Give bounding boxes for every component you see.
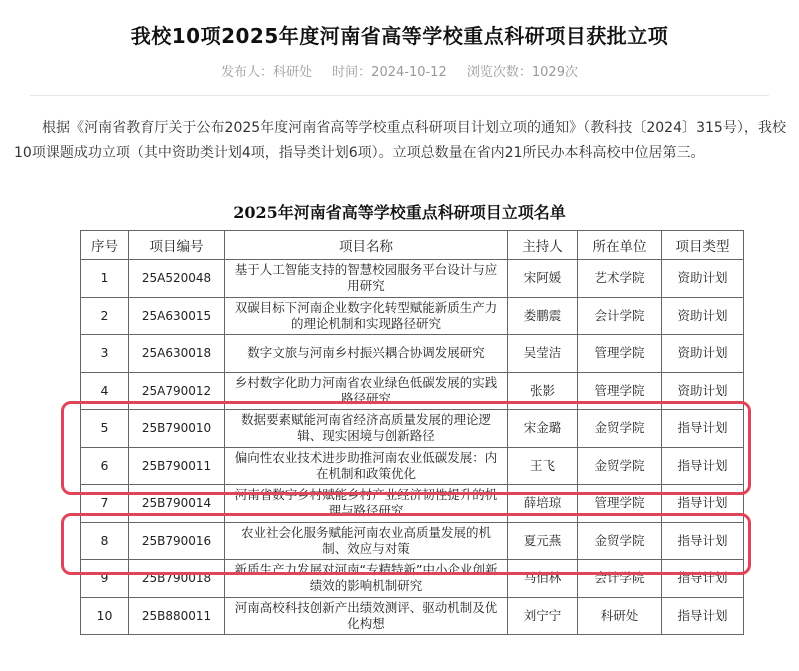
project-type: 资助计划 bbox=[662, 372, 744, 410]
header-cell: 项目类型 bbox=[662, 231, 744, 260]
project-code: 25B790010 bbox=[129, 410, 225, 448]
project-unit: 艺术学院 bbox=[578, 260, 662, 298]
table-header-row bbox=[81, 231, 744, 260]
project-code: 25A630018 bbox=[129, 335, 225, 373]
row-index: 2 bbox=[81, 297, 129, 335]
project-type: 指导计划 bbox=[662, 560, 744, 598]
row-index: 8 bbox=[81, 522, 129, 560]
table-row bbox=[81, 485, 744, 523]
project-unit: 会计学院 bbox=[578, 560, 662, 598]
project-leader: 娄鹏震 bbox=[508, 297, 578, 335]
table-row bbox=[81, 447, 744, 485]
row-index: 4 bbox=[81, 372, 129, 410]
publisher-label: 发布人：科研处 bbox=[221, 65, 313, 80]
project-leader: 王飞 bbox=[508, 447, 578, 485]
project-leader: 薛培琼 bbox=[508, 485, 578, 523]
project-name: 偏向性农业技术进步助推河南农业低碳发展：内在机制和政策优化 bbox=[225, 447, 508, 485]
publish-time: 时间：2024-10-12 bbox=[332, 65, 447, 80]
table-row bbox=[81, 597, 744, 635]
project-code: 25B790016 bbox=[129, 522, 225, 560]
header-cell: 序号 bbox=[81, 231, 129, 260]
row-index: 9 bbox=[81, 560, 129, 598]
project-leader: 宋金璐 bbox=[508, 410, 578, 448]
project-type: 指导计划 bbox=[662, 447, 744, 485]
project-code: 25A630015 bbox=[129, 297, 225, 335]
project-leader: 马佰林 bbox=[508, 560, 578, 598]
header-cell: 主持人 bbox=[508, 231, 578, 260]
project-type: 指导计划 bbox=[662, 597, 744, 635]
project-leader: 张影 bbox=[508, 372, 578, 410]
row-index: 6 bbox=[81, 447, 129, 485]
project-leader: 刘宁宁 bbox=[508, 597, 578, 635]
header-cell: 项目名称 bbox=[225, 231, 508, 260]
table-row bbox=[81, 372, 744, 410]
project-leader: 宋阿媛 bbox=[508, 260, 578, 298]
project-name: 乡村数字化助力河南省农业绿色低碳发展的实践路径研究 bbox=[225, 372, 508, 410]
row-index: 7 bbox=[81, 485, 129, 523]
project-name: 基于人工智能支持的智慧校园服务平台设计与应用研究 bbox=[225, 260, 508, 298]
project-code: 25A520048 bbox=[129, 260, 225, 298]
row-index: 1 bbox=[81, 260, 129, 298]
row-index: 3 bbox=[81, 335, 129, 373]
project-code: 25B790011 bbox=[129, 447, 225, 485]
article-title: 我校10项2025年度河南省高等学校重点科研项目获批立项 bbox=[130, 24, 669, 48]
project-code: 25B880011 bbox=[129, 597, 225, 635]
project-code: 25A790012 bbox=[129, 372, 225, 410]
project-name: 农业社会化服务赋能河南农业高质量发展的机制、效应与对策 bbox=[225, 522, 508, 560]
project-name: 河南高校科技创新产出绩效测评、驱动机制及优化构想 bbox=[225, 597, 508, 635]
project-unit: 管理学院 bbox=[578, 372, 662, 410]
row-index: 10 bbox=[81, 597, 129, 635]
table-title: 2025年河南省高等学校重点科研项目立项名单 bbox=[233, 203, 566, 222]
project-unit: 管理学院 bbox=[578, 335, 662, 373]
project-table bbox=[80, 230, 744, 635]
project-type: 指导计划 bbox=[662, 410, 744, 448]
article-meta bbox=[0, 61, 799, 80]
project-type: 指导计划 bbox=[662, 485, 744, 523]
project-type: 资助计划 bbox=[662, 335, 744, 373]
view-count: 浏览次数：1029次 bbox=[466, 65, 578, 80]
project-type: 资助计划 bbox=[662, 297, 744, 335]
project-unit: 金贸学院 bbox=[578, 410, 662, 448]
table-row bbox=[81, 335, 744, 373]
project-unit: 科研处 bbox=[578, 597, 662, 635]
project-code: 25B790014 bbox=[129, 485, 225, 523]
table-row bbox=[81, 560, 744, 598]
project-code: 25B790018 bbox=[129, 560, 225, 598]
table-row bbox=[81, 260, 744, 298]
project-leader: 夏元燕 bbox=[508, 522, 578, 560]
project-leader: 吴莹洁 bbox=[508, 335, 578, 373]
project-unit: 管理学院 bbox=[578, 485, 662, 523]
table-row bbox=[81, 410, 744, 448]
article-paragraph: 根据《河南省教育厅关于公布2025年度河南省高等学校重点科研项目计划立项的通知》（教科技〔2024〕315号），我校10项课题成功立项（其中资助类计划4项，指导类计划6项）。立项总数量在省内21所民办本科高校中位居第三。 bbox=[14, 120, 786, 161]
divider bbox=[30, 95, 769, 96]
project-unit: 金贸学院 bbox=[578, 522, 662, 560]
project-name: 数据要素赋能河南省经济高质量发展的理论逻辑、现实困境与创新路径 bbox=[225, 410, 508, 448]
project-name: 数字文旅与河南乡村振兴耦合协调发展研究 bbox=[225, 335, 508, 373]
project-name: 河南省数字乡村赋能乡村产业经济韧性提升的机理与路径研究 bbox=[225, 485, 508, 523]
row-index: 5 bbox=[81, 410, 129, 448]
project-name: 双碳目标下河南企业数字化转型赋能新质生产力的理论机制和实现路径研究 bbox=[225, 297, 508, 335]
table-row bbox=[81, 297, 744, 335]
project-unit: 金贸学院 bbox=[578, 447, 662, 485]
project-type: 指导计划 bbox=[662, 522, 744, 560]
table-row bbox=[81, 522, 744, 560]
project-type: 资助计划 bbox=[662, 260, 744, 298]
header-cell: 项目编号 bbox=[129, 231, 225, 260]
header-cell: 所在单位 bbox=[578, 231, 662, 260]
project-name: 新质生产力发展对河南“专精特新”中小企业创新绩效的影响机制研究 bbox=[225, 560, 508, 598]
project-unit: 会计学院 bbox=[578, 297, 662, 335]
